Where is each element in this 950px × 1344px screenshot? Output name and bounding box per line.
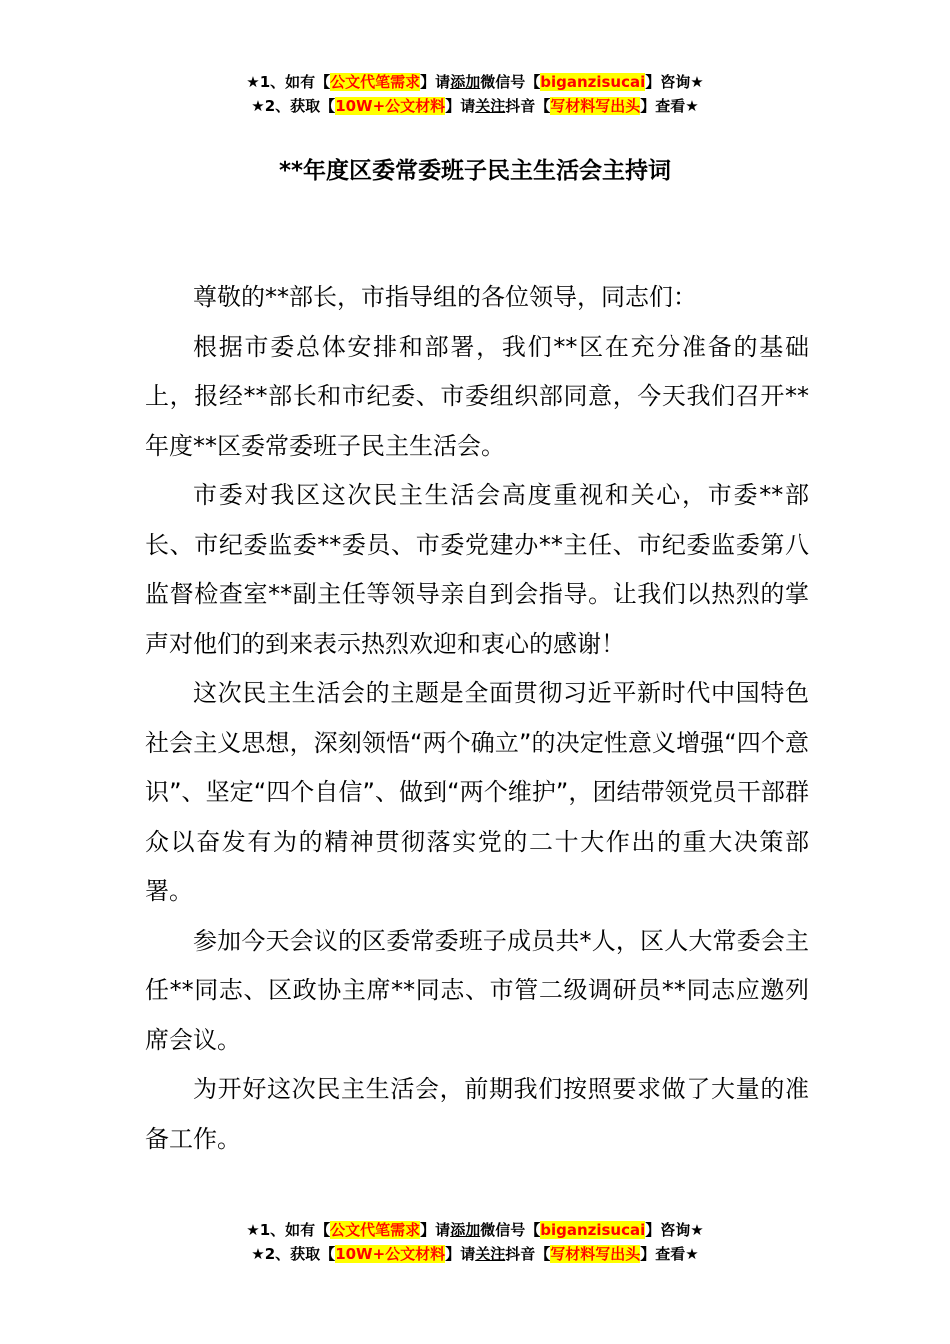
banner-text: 】咨询★ [645, 1221, 704, 1239]
banner-text: 抖音【 [505, 1245, 551, 1263]
underlined-text: 关注 [475, 1245, 506, 1263]
banner-text: 抖音【 [505, 97, 551, 115]
document-body [145, 273, 809, 1164]
paragraph-salutation: 尊敬的**部长，市指导组的各位领导，同志们： [193, 283, 697, 311]
highlight-materials: 10W+公文材料 [335, 1245, 446, 1263]
paragraph: 市委对我区这次民主生活会高度重视和关心，市委**部长、市纪委监委**委员、市委党建办**主任、市纪委监委第八监督检查室**副主任等领导亲自到会指导。让我们以热烈的掌声对他们的到来表示热烈欢迎和衷心的感谢！ [145, 481, 809, 658]
highlight-service: 公文代笔需求 [330, 73, 421, 91]
paragraph: 这次民主生活会的主题是全面贯彻习近平新时代中国特色社会主义思想，深刻领悟“两个确立”的决定性意义增强“四个意识”、坚定“四个自信”、做到“两个维护”，团结带领党员干部群众以奋发有为的精神贯彻落实党的二十大作出的重大决策部署。 [145, 679, 809, 905]
underlined-text: 关注 [475, 97, 506, 115]
paragraph: 参加今天会议的区委常委班子成员共*人，区人大常委会主任**同志、区政协主席**同志、市管二级调研员**同志应邀列席会议。 [145, 926, 809, 1054]
banner-line-2 [0, 1242, 950, 1266]
banner-text: ★1、如有【 [246, 1221, 331, 1239]
header-banner [0, 70, 950, 118]
banner-text: 】请 [420, 1221, 451, 1239]
banner-text: ★2、获取【 [251, 97, 336, 115]
banner-text: ★2、获取【 [251, 1245, 336, 1263]
banner-text: 微信号【 [480, 1221, 541, 1239]
footer-banner [0, 1218, 950, 1266]
paragraph: 为开好这次民主生活会，前期我们按照要求做了大量的准备工作。 [145, 1075, 809, 1153]
banner-text: 】查看★ [640, 1245, 699, 1263]
banner-text: 】查看★ [640, 97, 699, 115]
banner-text: 】咨询★ [645, 73, 704, 91]
highlight-service: 公文代笔需求 [330, 1221, 421, 1239]
highlight-materials: 10W+公文材料 [335, 97, 446, 115]
banner-text: ★1、如有【 [246, 73, 331, 91]
underlined-text: 添加 [450, 73, 481, 91]
paragraph: 根据市委总体安排和部署，我们**区在充分准备的基础上，报经**部长和市纪委、市委组织部同意，今天我们召开**年度**区委常委班子民主生活会。 [145, 332, 809, 460]
banner-line-2 [0, 94, 950, 118]
document-title: **年度区委常委班子民主生活会主持词 [278, 158, 672, 184]
banner-line-1 [0, 70, 950, 94]
highlight-douyin-account: 写材料写出头 [550, 97, 641, 115]
underlined-text: 添加 [450, 1221, 481, 1239]
banner-line-1 [0, 1218, 950, 1242]
highlight-wechat-id: biganzisucai [540, 1221, 646, 1239]
highlight-douyin-account: 写材料写出头 [550, 1245, 641, 1263]
banner-text: 】请 [445, 1245, 476, 1263]
banner-text: 】请 [420, 73, 451, 91]
banner-text: 】请 [445, 97, 476, 115]
highlight-wechat-id: biganzisucai [540, 73, 646, 91]
banner-text: 微信号【 [480, 73, 541, 91]
